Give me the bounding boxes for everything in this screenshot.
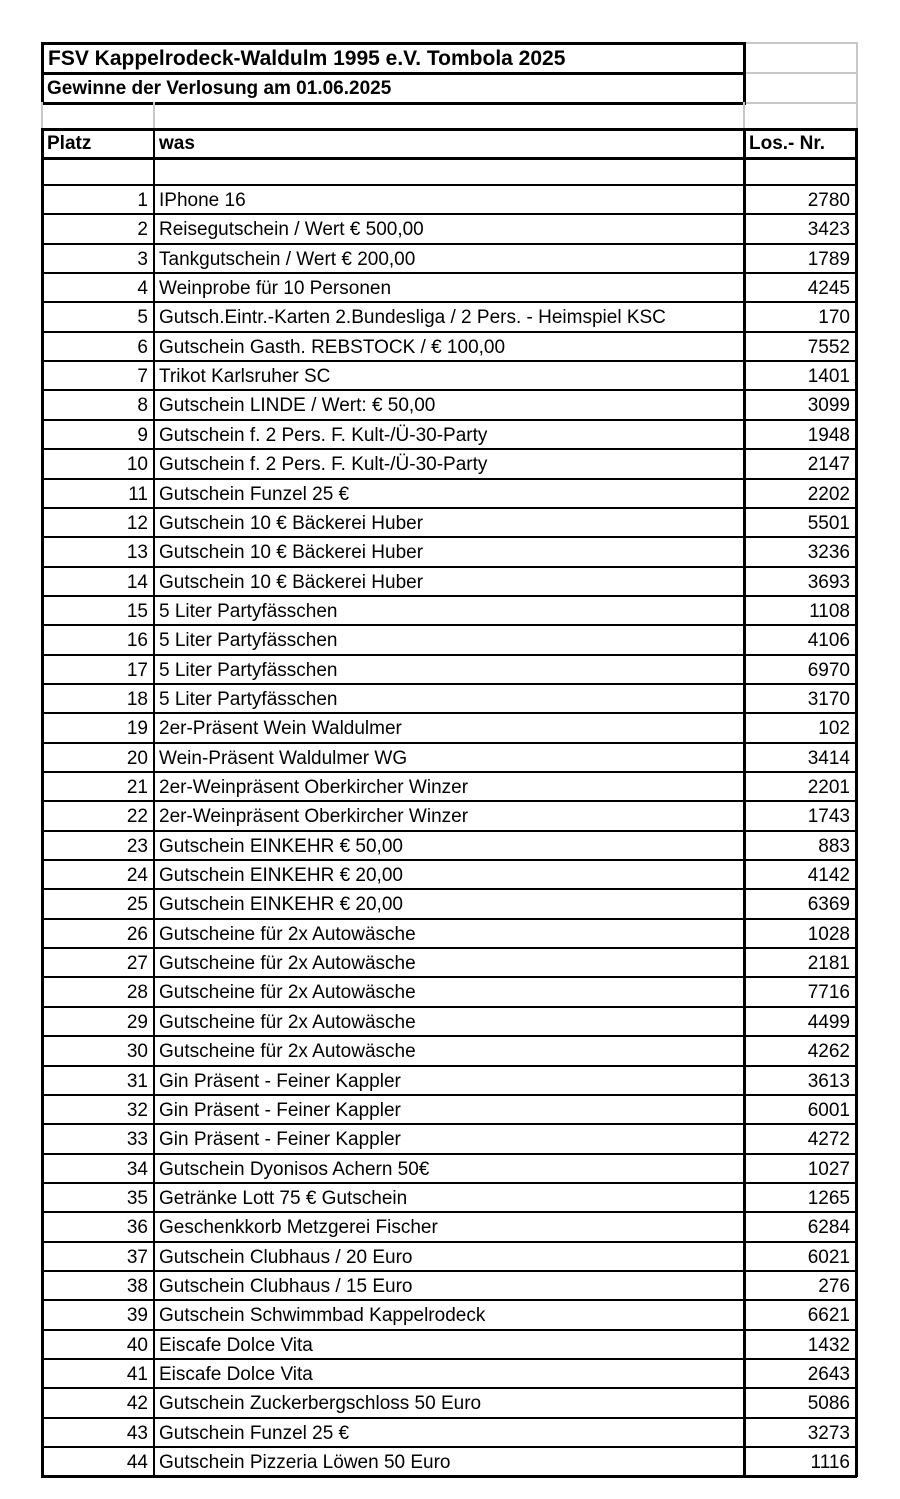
row-separator: [41, 536, 857, 538]
prize-item: Eiscafe Dolce Vita: [159, 1364, 313, 1385]
title-box-border: [41, 42, 44, 105]
prize-item: Gutschein Schwimmbad Kappelrodeck: [159, 1305, 486, 1327]
prize-item: Eiscafe Dolce Vita: [159, 1334, 313, 1356]
prize-place: 3: [137, 248, 148, 270]
prize-ticket-number: 3693: [807, 571, 850, 593]
table-border: [41, 184, 857, 186]
prize-place: 9: [137, 424, 148, 446]
prize-ticket-number: 1432: [807, 1334, 850, 1356]
prize-ticket-number: 6369: [807, 894, 850, 916]
prize-ticket-number: 4272: [807, 1129, 850, 1151]
prize-place: 37: [126, 1246, 148, 1268]
prize-ticket-number: 883: [818, 835, 850, 857]
prize-ticket-number: 1743: [807, 806, 850, 828]
prize-place: 22: [126, 806, 148, 828]
light-grid-line: [746, 42, 858, 44]
row-separator: [41, 243, 857, 245]
row-separator: [41, 419, 857, 421]
prize-place: 39: [126, 1305, 148, 1327]
title-box-border: [41, 72, 745, 75]
prize-ticket-number: 4142: [807, 865, 850, 887]
row-separator: [41, 1299, 857, 1301]
row-separator: [41, 976, 857, 978]
prize-place: 36: [126, 1217, 148, 1239]
prize-ticket-number: 6001: [807, 1099, 850, 1121]
light-grid-line: [746, 72, 858, 74]
row-separator: [41, 947, 857, 949]
prize-place: 28: [126, 982, 148, 1004]
row-separator: [41, 624, 857, 626]
prize-item: Gutschein 10 € Bäckerei Huber: [159, 512, 424, 534]
row-separator: [41, 859, 857, 861]
row-separator: [41, 566, 857, 568]
prize-place: 12: [126, 512, 148, 534]
prize-place: 26: [126, 923, 148, 945]
prize-ticket-number: 276: [818, 1275, 850, 1297]
prize-place: 10: [126, 454, 148, 476]
row-separator: [41, 1094, 857, 1096]
row-separator: [41, 389, 857, 391]
light-grid-line: [41, 102, 43, 128]
row-separator: [41, 771, 857, 773]
row-separator: [41, 800, 857, 802]
prize-place: 42: [126, 1393, 148, 1415]
row-separator: [41, 213, 857, 215]
prize-item: Gutschein Zuckerbergschloss 50 Euro: [159, 1393, 482, 1415]
prize-ticket-number: 2181: [807, 953, 850, 975]
prize-ticket-number: 1108: [809, 600, 850, 622]
prize-place: 18: [126, 688, 148, 710]
prize-item: IPhone 16: [159, 190, 246, 211]
row-separator: [41, 331, 857, 333]
prize-item: Gutschein EINKEHR € 50,00: [159, 835, 403, 857]
prize-item: Gin Präsent - Feiner Kappler: [159, 1070, 401, 1092]
prize-item: Gutschein Clubhaus / 20 Euro: [159, 1246, 413, 1268]
prize-item: Tankgutschein / Wert € 200,00: [159, 248, 416, 270]
row-separator: [41, 1182, 857, 1184]
prize-place: 23: [126, 835, 148, 857]
row-separator: [41, 1006, 857, 1008]
light-grid-line: [743, 102, 745, 128]
prize-place: 31: [126, 1070, 148, 1092]
row-separator: [41, 595, 857, 597]
prize-place: 20: [126, 747, 148, 769]
title-box-border: [41, 102, 745, 105]
row-separator: [41, 1417, 857, 1419]
prize-ticket-number: 1948: [807, 424, 850, 446]
prize-item: Gutschein f. 2 Pers. F. Kult-/Ü-30-Party: [159, 454, 488, 476]
prize-ticket-number: 1116: [810, 1452, 850, 1474]
prize-place: 38: [126, 1275, 148, 1297]
prize-place: 33: [126, 1129, 148, 1151]
prize-item: Gutschein EINKEHR € 20,00: [159, 894, 403, 916]
row-separator: [41, 1358, 857, 1360]
prize-place: 19: [126, 718, 148, 740]
prize-place: 30: [126, 1041, 148, 1063]
title-box-border: [41, 42, 745, 45]
row-separator: [41, 1241, 857, 1243]
document-title: FSV Kappelrodeck-Waldulm 1995 e.V. Tombola 2025: [48, 47, 566, 70]
prize-item: Gutschein EINKEHR € 20,00: [159, 865, 403, 887]
prize-ticket-number: 1027: [807, 1158, 850, 1180]
prize-place: 40: [126, 1334, 148, 1356]
row-separator: [41, 712, 857, 714]
row-separator: [41, 830, 857, 832]
prize-item: 5 Liter Partyfässchen: [159, 688, 338, 710]
prize-item: Gutschein f. 2 Pers. F. Kult-/Ü-30-Party: [159, 424, 488, 446]
row-separator: [41, 507, 857, 509]
prize-ticket-number: 3273: [807, 1422, 850, 1444]
prize-item: Gutscheine für 2x Autowäsche: [159, 982, 416, 1004]
prize-ticket-number: 3423: [807, 219, 850, 241]
prize-ticket-number: 7552: [807, 336, 850, 358]
prize-ticket-number: 4106: [807, 630, 850, 652]
prize-ticket-number: 6621: [807, 1305, 850, 1327]
prize-ticket-number: 6970: [807, 659, 850, 681]
prize-place: 4: [137, 278, 148, 300]
prize-item: 5 Liter Partyfässchen: [159, 659, 338, 681]
row-separator: [41, 654, 857, 656]
prize-place: 14: [126, 571, 148, 593]
row-separator: [41, 1065, 857, 1067]
prize-item: 2er-Präsent Wein Waldulmer: [159, 718, 402, 740]
prize-ticket-number: 4262: [807, 1041, 850, 1063]
light-grid-line: [746, 102, 858, 104]
prize-place: 29: [126, 1011, 148, 1033]
prize-place: 41: [126, 1364, 148, 1385]
prize-place: 32: [126, 1099, 148, 1121]
row-separator: [41, 1123, 857, 1125]
row-separator: [41, 1270, 857, 1272]
prize-place: 6: [137, 336, 148, 358]
prize-ticket-number: 4245: [807, 278, 850, 300]
row-separator: [41, 272, 857, 274]
prize-item: Wein-Präsent Waldulmer WG: [159, 747, 408, 769]
prize-ticket-number: 1028: [807, 923, 850, 945]
prize-place: 8: [137, 395, 148, 417]
prize-ticket-number: 7716: [807, 982, 850, 1004]
prize-place: 16: [126, 630, 148, 652]
prize-place: 24: [126, 865, 148, 887]
prize-item: Gutschein Funzel 25 €: [159, 483, 350, 505]
row-separator: [41, 1329, 857, 1331]
prize-item: Reisegutschein / Wert € 500,00: [159, 219, 424, 241]
prize-ticket-number: 3099: [807, 395, 850, 417]
prize-item: Gin Präsent - Feiner Kappler: [159, 1129, 401, 1151]
row-separator: [41, 301, 857, 303]
column-header-ticket: Los.- Nr.: [749, 133, 826, 154]
row-separator: [41, 448, 857, 450]
prize-item: Gutschein Clubhaus / 15 Euro: [159, 1275, 413, 1297]
row-separator: [41, 1475, 857, 1478]
light-grid-line: [153, 102, 155, 128]
prize-ticket-number: 2202: [807, 483, 850, 505]
prize-ticket-number: 2147: [807, 454, 850, 476]
prize-ticket-number: 3414: [807, 747, 850, 769]
prize-item: Gin Präsent - Feiner Kappler: [159, 1099, 401, 1121]
prize-item: Gutschein 10 € Bäckerei Huber: [159, 571, 424, 593]
prize-item: Gutschein Funzel 25 €: [159, 1422, 350, 1444]
prize-item: Getränke Lott 75 € Gutschein: [159, 1187, 408, 1209]
prize-ticket-number: 1265: [807, 1187, 850, 1209]
prize-item: 2er-Weinpräsent Oberkircher Winzer: [159, 777, 469, 798]
prize-item: 5 Liter Partyfässchen: [159, 630, 338, 652]
prize-place: 34: [126, 1158, 148, 1180]
row-separator: [41, 1446, 857, 1448]
row-separator: [41, 360, 857, 362]
prize-place: 5: [137, 307, 148, 329]
prize-item: Gutscheine für 2x Autowäsche: [159, 1041, 416, 1063]
prize-place: 2: [137, 219, 148, 241]
prize-item: Gutsch.Eintr.-Karten 2.Bundesliga / 2 Pers. - Heimspiel KSC: [159, 307, 666, 329]
prize-ticket-number: 102: [818, 718, 850, 740]
row-separator: [41, 1211, 857, 1213]
prize-ticket-number: 2780: [807, 190, 850, 211]
prize-ticket-number: 5501: [807, 512, 850, 534]
prize-item: Gutscheine für 2x Autowäsche: [159, 1011, 416, 1033]
row-separator: [41, 918, 857, 920]
row-separator: [41, 478, 857, 480]
prize-ticket-number: 1789: [807, 248, 850, 270]
prize-place: 35: [126, 1187, 148, 1209]
row-separator: [41, 888, 857, 890]
prize-place: 15: [126, 600, 148, 622]
row-separator: [41, 1153, 857, 1155]
prize-ticket-number: 3236: [807, 542, 850, 564]
row-separator: [41, 683, 857, 685]
prize-item: Gutscheine für 2x Autowäsche: [159, 923, 416, 945]
prize-ticket-number: 170: [818, 307, 850, 329]
column-header-place: Platz: [47, 133, 92, 154]
row-separator: [41, 1387, 857, 1389]
prize-place: 11: [128, 483, 148, 505]
prize-item: Gutschein Gasth. REBSTOCK / € 100,00: [159, 336, 506, 358]
prize-place: 17: [126, 659, 148, 681]
prize-item: Gutscheine für 2x Autowäsche: [159, 953, 416, 975]
light-grid-line: [856, 42, 858, 128]
document-subtitle: Gewinne der Verlosung am 01.06.2025: [47, 78, 392, 99]
prize-item: Gutschein Pizzeria Löwen 50 Euro: [159, 1452, 451, 1474]
column-header-item: was: [159, 133, 195, 154]
prize-ticket-number: 2201: [807, 777, 850, 798]
prize-item: Gutschein LINDE / Wert: € 50,00: [159, 395, 436, 417]
prize-item: Trikot Karlsruher SC: [159, 366, 331, 388]
prize-item: 5 Liter Partyfässchen: [159, 600, 338, 622]
row-separator: [41, 1035, 857, 1037]
prize-ticket-number: 1401: [807, 366, 850, 388]
table-border: [41, 157, 857, 160]
prize-ticket-number: 6021: [807, 1246, 850, 1268]
prize-ticket-number: 2643: [807, 1364, 850, 1385]
row-separator: [41, 742, 857, 744]
prize-ticket-number: 3613: [807, 1070, 850, 1092]
prize-ticket-number: 6284: [807, 1217, 850, 1239]
prize-item: Weinprobe für 10 Personen: [159, 278, 392, 300]
prize-place: 13: [126, 542, 148, 564]
prize-item: Geschenkkorb Metzgerei Fischer: [159, 1217, 438, 1239]
prize-place: 1: [137, 190, 148, 211]
prize-ticket-number: 3170: [807, 688, 850, 710]
prize-item: Gutschein 10 € Bäckerei Huber: [159, 542, 424, 564]
prize-ticket-number: 4499: [807, 1011, 850, 1033]
prize-place: 43: [126, 1422, 148, 1444]
prize-place: 7: [137, 366, 148, 388]
prize-place: 25: [126, 894, 148, 916]
prize-ticket-number: 5086: [807, 1393, 850, 1415]
prize-item: 2er-Weinpräsent Oberkircher Winzer: [159, 806, 469, 828]
prize-place: 44: [126, 1452, 148, 1474]
prize-place: 27: [126, 953, 148, 975]
table-border: [41, 128, 857, 131]
prize-place: 21: [126, 777, 148, 798]
prize-item: Gutschein Dyonisos Achern 50€: [159, 1158, 430, 1180]
